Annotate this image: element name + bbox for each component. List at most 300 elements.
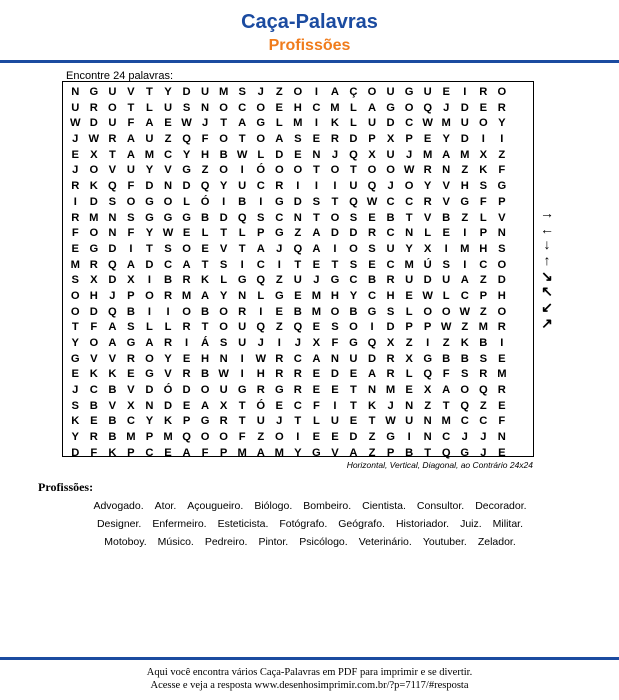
- grid-cell: Z: [275, 274, 283, 287]
- grid-cell: F: [238, 431, 246, 444]
- grid-cell: O: [219, 164, 228, 177]
- grid-cell: Q: [367, 180, 377, 193]
- grid-cell: E: [368, 258, 376, 271]
- grid-cell: T: [368, 415, 376, 428]
- bottom-divider: [0, 657, 619, 660]
- grid-cell: C: [367, 289, 377, 302]
- word-list-item: Consultor.: [416, 500, 465, 512]
- grid-cell: Q: [237, 211, 247, 224]
- grid-row: [66, 258, 533, 274]
- grid-cell: T: [238, 415, 246, 428]
- grid-cell: Z: [442, 337, 450, 349]
- grid-cell: R: [293, 368, 302, 381]
- grid-cell: E: [71, 148, 79, 161]
- grid-cell: S: [368, 242, 376, 255]
- grid-cell: U: [126, 164, 135, 177]
- grid-cell: T: [331, 195, 339, 208]
- grid-cell: V: [90, 352, 98, 365]
- grid-cell: G: [89, 86, 99, 98]
- grid-cell: G: [330, 274, 340, 287]
- grid-cell: O: [460, 384, 470, 397]
- grid-cell: Q: [478, 384, 488, 397]
- grid-cell: Q: [182, 133, 191, 146]
- grid-cell: A: [126, 148, 135, 161]
- direction-arrow-icon: ↑: [543, 252, 551, 269]
- grid-cell: W: [366, 195, 378, 208]
- grid-row: [66, 289, 533, 305]
- grid-cell: L: [257, 148, 265, 161]
- grid-cell: K: [460, 337, 469, 349]
- grid-cell: Q: [108, 180, 117, 193]
- word-list-item: Esteticista.: [217, 518, 269, 530]
- grid-cell: A: [201, 399, 210, 412]
- grid-cell: I: [314, 117, 318, 130]
- grid-cell: D: [182, 180, 191, 193]
- grid-cell: Q: [423, 101, 433, 114]
- grid-cell: C: [145, 446, 154, 459]
- grid-cell: U: [405, 415, 414, 428]
- word-list-item: Designer.: [96, 518, 142, 530]
- grid-cell: S: [312, 195, 321, 208]
- grid-cell: I: [333, 242, 337, 255]
- grid-cell: Y: [349, 289, 358, 302]
- grid-cell: Z: [368, 431, 376, 444]
- grid-cell: N: [71, 86, 80, 98]
- grid-cell: B: [367, 274, 377, 287]
- grid-cell: X: [423, 242, 432, 255]
- grid-cell: N: [201, 101, 210, 114]
- grid-cell: G: [274, 289, 284, 302]
- grid-cell: Q: [349, 148, 358, 161]
- grid-cell: U: [108, 86, 117, 98]
- grid-cell: N: [312, 148, 321, 161]
- grid-cell: J: [72, 384, 79, 397]
- grid-cell: L: [405, 368, 413, 381]
- grid-cell: J: [276, 242, 283, 255]
- grid-cell: D: [367, 352, 377, 365]
- grid-cell: U: [442, 274, 451, 287]
- grid-cell: D: [89, 117, 98, 130]
- grid-cell: G: [163, 211, 173, 224]
- grid-cell: B: [108, 415, 117, 428]
- grid-cell: X: [479, 148, 488, 161]
- grid-cell: M: [163, 431, 173, 444]
- grid-cell: Ú: [423, 258, 432, 271]
- grid-cell: E: [182, 399, 191, 412]
- grid-cell: G: [274, 195, 284, 208]
- top-divider: [0, 60, 619, 63]
- grid-cell: U: [108, 117, 117, 130]
- word-list-item: Enfermeiro.: [152, 518, 207, 530]
- grid-cell: G: [182, 164, 191, 177]
- grid-cell: A: [256, 242, 265, 255]
- grid-cell: L: [405, 305, 413, 318]
- grid-cell: H: [479, 242, 488, 255]
- grid-cell: B: [201, 305, 210, 318]
- grid-cell: S: [71, 399, 79, 412]
- grid-cell: E: [498, 446, 506, 459]
- grid-cell: X: [127, 399, 135, 412]
- grid-cell: E: [312, 431, 321, 444]
- grid-cell: R: [275, 180, 284, 193]
- grid-cell: T: [201, 258, 209, 271]
- grid-cell: S: [349, 211, 358, 224]
- grid-cell: T: [331, 258, 339, 271]
- grid-cell: Z: [201, 164, 209, 177]
- grid-cell: W: [403, 164, 415, 177]
- grid-cell: B: [238, 195, 247, 208]
- grid-cell: J: [387, 180, 394, 193]
- grid-cell: A: [126, 258, 135, 271]
- grid-cell: E: [368, 211, 376, 224]
- grid-cell: R: [71, 211, 80, 224]
- grid-cell: R: [479, 368, 488, 381]
- grid-row: [66, 336, 533, 352]
- grid-cell: C: [256, 258, 265, 271]
- grid-cell: U: [423, 86, 432, 98]
- grid-cell: S: [219, 337, 228, 349]
- grid-cell: T: [146, 86, 153, 98]
- grid-row: [66, 352, 533, 368]
- grid-cell: D: [145, 384, 154, 397]
- word-list-line: [50, 497, 570, 515]
- grid-cell: R: [386, 368, 395, 381]
- grid-cell: M: [460, 148, 470, 161]
- grid-cell: K: [201, 274, 210, 287]
- footer: [0, 666, 619, 692]
- grid-cell: C: [256, 180, 265, 193]
- grid-cell: G: [497, 180, 507, 193]
- grid-cell: Z: [257, 431, 265, 444]
- grid-cell: G: [237, 274, 247, 287]
- grid-cell: K: [89, 180, 98, 193]
- word-list-item: Geógrafo.: [338, 518, 385, 530]
- grid-cell: D: [349, 431, 358, 444]
- grid-cell: E: [201, 242, 209, 255]
- grid-cell: I: [296, 180, 300, 193]
- grid-cell: J: [109, 289, 116, 302]
- grid-cell: O: [70, 289, 80, 302]
- grid-cell: C: [126, 415, 135, 428]
- grid-cell: H: [460, 180, 469, 193]
- direction-arrows: [537, 206, 557, 332]
- grid-cell: P: [479, 289, 488, 302]
- grid-cell: I: [296, 431, 300, 444]
- grid-cell: U: [460, 117, 469, 130]
- grid-cell: C: [275, 211, 284, 224]
- grid-cell: R: [497, 384, 506, 397]
- grid-cell: S: [127, 211, 135, 224]
- grid-cell: E: [442, 227, 450, 240]
- grid-cell: C: [349, 274, 358, 287]
- grid-cell: E: [182, 352, 191, 365]
- grid-cell: E: [405, 384, 413, 397]
- word-list-item: Psicólogo.: [299, 536, 348, 548]
- grid-cell: F: [331, 337, 339, 349]
- grid-cell: N: [405, 227, 414, 240]
- grid-cell: N: [497, 227, 506, 240]
- grid-cell: E: [312, 321, 321, 334]
- grid-cell: G: [404, 86, 414, 98]
- grid-cell: Á: [201, 337, 210, 349]
- word-list-item: Militar.: [492, 518, 524, 530]
- grid-cell: S: [164, 242, 172, 255]
- grid-row: [66, 179, 533, 195]
- grid-cell: B: [163, 274, 173, 287]
- grid-cell: A: [182, 258, 191, 271]
- grid-cell: R: [386, 274, 395, 287]
- grid-cell: B: [89, 399, 98, 412]
- grid-cell: O: [256, 101, 266, 114]
- grid-cell: D: [293, 195, 302, 208]
- grid-cell: F: [498, 415, 506, 428]
- grid-cell: B: [460, 352, 469, 365]
- grid-cell: W: [422, 117, 433, 130]
- grid-row: [66, 195, 533, 211]
- grid-row: [66, 305, 533, 321]
- grid-cell: U: [349, 180, 358, 193]
- grid-cell: A: [367, 101, 377, 114]
- grid-cell: L: [257, 289, 265, 302]
- grid-cell: J: [72, 164, 79, 177]
- grid-cell: T: [312, 211, 320, 224]
- grid-cell: C: [293, 352, 302, 365]
- grid-cell: V: [164, 164, 172, 177]
- grid-cell: Q: [367, 337, 377, 349]
- grid-cell: A: [312, 242, 321, 255]
- grid-cell: P: [405, 133, 413, 146]
- grid-cell: M: [311, 289, 322, 302]
- grid-cell: G: [70, 352, 80, 365]
- grid-cell: E: [349, 415, 358, 428]
- grid-cell: W: [440, 321, 452, 334]
- grid-cell: K: [367, 399, 377, 412]
- grid-cell: B: [293, 305, 302, 318]
- word-list-item: Youtuber.: [422, 536, 467, 548]
- word-list-item: Veterinário.: [358, 536, 412, 548]
- grid-cell: S: [331, 321, 339, 334]
- grid-cell: D: [330, 227, 339, 240]
- grid-cell: E: [423, 133, 432, 146]
- grid-cell: T: [350, 399, 357, 412]
- grid-cell: W: [88, 133, 100, 146]
- grid-cell: E: [275, 399, 284, 412]
- grid-cell: I: [240, 258, 244, 271]
- grid-cell: Y: [182, 148, 191, 161]
- grid-cell: M: [274, 446, 284, 459]
- grid-cell: M: [311, 305, 322, 318]
- grid-cell: I: [463, 86, 467, 98]
- grid-cell: E: [164, 117, 172, 130]
- grid-cell: I: [166, 305, 170, 318]
- grid-cell: T: [405, 211, 413, 224]
- grid-cell: T: [108, 148, 116, 161]
- grid-cell: G: [386, 101, 395, 114]
- grid-cell: G: [89, 242, 99, 255]
- grid-cell: X: [386, 133, 395, 146]
- grid-cell: O: [200, 384, 210, 397]
- grid-cell: Q: [441, 446, 451, 459]
- grid-cell: M: [293, 117, 303, 130]
- grid-cell: K: [163, 415, 173, 428]
- grid-cell: M: [70, 258, 80, 271]
- grid-cell: V: [219, 242, 228, 255]
- grid-cell: Ç: [349, 86, 358, 98]
- grid-cell: G: [460, 195, 470, 208]
- grid-cell: I: [73, 195, 77, 208]
- grid-cell: G: [274, 384, 284, 397]
- grid-cell: G: [367, 305, 377, 318]
- word-list-item: Bombeiro.: [303, 500, 352, 512]
- grid-cell: R: [126, 352, 135, 365]
- grid-cell: P: [498, 195, 506, 208]
- grid-cell: Y: [294, 446, 302, 459]
- grid-cell: Z: [479, 399, 487, 412]
- grid-cell: D: [275, 148, 284, 161]
- grid-cell: L: [220, 274, 228, 287]
- grid-cell: D: [386, 321, 395, 334]
- grid-cell: Q: [108, 258, 117, 271]
- grid-cell: Q: [293, 321, 303, 334]
- grid-cell: I: [463, 258, 467, 271]
- grid-cell: U: [330, 415, 339, 428]
- grid-cell: O: [89, 164, 99, 177]
- grid-cell: D: [108, 274, 117, 287]
- grid-cell: S: [479, 352, 488, 365]
- grid-cell: U: [71, 101, 80, 114]
- grid-cell: V: [164, 368, 172, 381]
- grid-cell: I: [444, 242, 448, 255]
- grid-cell: R: [89, 101, 98, 114]
- grid-cell: P: [479, 227, 488, 240]
- grid-cell: N: [423, 415, 432, 428]
- grid-cell: U: [256, 415, 265, 428]
- grid-cell: Y: [498, 117, 506, 130]
- grid-cell: A: [145, 337, 154, 349]
- grid-cell: U: [145, 133, 154, 146]
- grid-cell: L: [146, 101, 153, 114]
- grid-cell: R: [163, 289, 173, 302]
- grid-cell: Q: [200, 180, 210, 193]
- grid-cell: Y: [219, 289, 228, 302]
- footer-line-2: Acesse e veja a resposta www.desenhosimprimir.com.br/?p=7117/#resposta: [150, 680, 469, 691]
- grid-cell: G: [423, 352, 433, 365]
- grid-row: [66, 148, 533, 164]
- grid-cell: E: [405, 289, 413, 302]
- grid-cell: O: [145, 289, 154, 302]
- grid-cell: X: [127, 274, 135, 287]
- grid-cell: A: [256, 446, 265, 459]
- grid-cell: M: [497, 368, 507, 381]
- direction-arrow-icon: ↘: [541, 267, 553, 284]
- grid-cell: O: [330, 305, 340, 318]
- grid-cell: P: [386, 446, 395, 459]
- grid-cell: Z: [424, 399, 432, 412]
- grid-cell: V: [442, 180, 450, 193]
- grid-cell: C: [386, 195, 395, 208]
- grid-cell: K: [71, 415, 80, 428]
- grid-cell: I: [314, 180, 318, 193]
- word-list-item: Músico.: [157, 536, 194, 548]
- grid-cell: W: [459, 305, 471, 318]
- grid-cell: O: [497, 86, 507, 98]
- grid-cell: Y: [442, 133, 450, 146]
- word-list-item: Zelador.: [477, 536, 516, 548]
- grid-cell: S: [442, 258, 450, 271]
- direction-arrow-icon: ↙: [541, 299, 553, 316]
- grid-cell: T: [71, 321, 79, 334]
- grid-cell: H: [497, 289, 506, 302]
- grid-cell: N: [330, 352, 339, 365]
- grid-cell: H: [201, 148, 210, 161]
- grid-cell: L: [350, 117, 357, 130]
- grid-cell: S: [461, 368, 469, 381]
- direction-arrow-icon: →: [540, 205, 554, 221]
- grid-cell: K: [108, 368, 117, 381]
- grid-cell: R: [367, 227, 377, 240]
- grid-cell: P: [182, 415, 191, 428]
- grid-cell: U: [386, 242, 395, 255]
- word-list-item: Açougueiro.: [187, 500, 244, 512]
- grid-cell: D: [330, 368, 339, 381]
- grid-cell: A: [330, 86, 339, 98]
- grid-cell: R: [330, 133, 339, 146]
- grid-cell: P: [368, 133, 376, 146]
- grid-cell: A: [442, 148, 451, 161]
- footer-line-1: Aqui você encontra vários Caça-Palavras em PDF para imprimir e se divertir.: [146, 667, 473, 678]
- grid-cell: M: [385, 384, 396, 397]
- grid-cell: A: [145, 117, 154, 130]
- grid-cell: B: [386, 211, 395, 224]
- grid-cell: R: [256, 384, 265, 397]
- grid-cell: I: [259, 305, 263, 318]
- grid-cell: O: [182, 305, 191, 318]
- grid-cell: C: [386, 258, 395, 271]
- grid-cell: O: [219, 101, 228, 114]
- grid-cell: H: [201, 352, 210, 365]
- grid-row: [66, 163, 533, 179]
- grid-cell: W: [162, 227, 174, 240]
- grid-cell: H: [293, 101, 302, 114]
- grid-cell: R: [182, 321, 191, 334]
- grid-cell: G: [145, 195, 154, 208]
- grid-cell: H: [330, 289, 339, 302]
- grid-cell: E: [164, 446, 172, 459]
- grid-cell: T: [220, 117, 228, 130]
- grid-cell: N: [293, 211, 302, 224]
- grid-cell: R: [71, 180, 80, 193]
- grid-cell: J: [406, 148, 413, 161]
- grid-cell: O: [219, 321, 228, 334]
- grid-cell: B: [349, 305, 358, 318]
- grid-cell: M: [218, 86, 229, 98]
- grid-cell: L: [424, 227, 432, 240]
- grid-cell: F: [90, 321, 98, 334]
- grid-cell: T: [350, 164, 357, 177]
- grid-cell: C: [238, 101, 247, 114]
- grid-cell: S: [479, 180, 488, 193]
- grid-cell: T: [220, 227, 228, 240]
- grid-cell: C: [405, 195, 414, 208]
- grid-cell: O: [367, 164, 377, 177]
- word-list-line: [50, 533, 570, 551]
- grid-cell: A: [182, 446, 191, 459]
- grid-cell: Z: [405, 337, 413, 349]
- professions-heading: Profissões:: [38, 480, 94, 494]
- grid-cell: F: [201, 446, 209, 459]
- grid-cell: N: [108, 211, 117, 224]
- grid-cell: D: [182, 86, 191, 98]
